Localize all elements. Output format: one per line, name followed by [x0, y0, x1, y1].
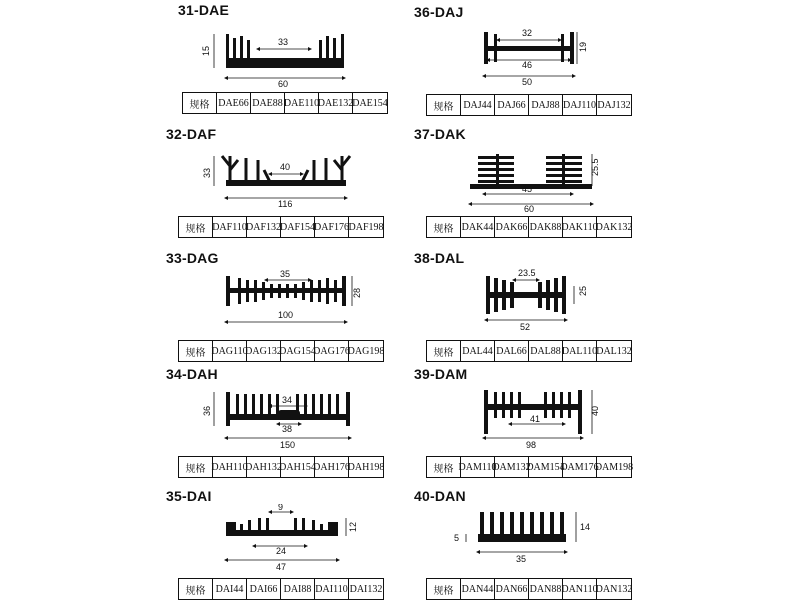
model-cell: DAL132	[596, 345, 632, 357]
panel-title: 33-DAG	[166, 250, 219, 266]
heatsink-profile-daj	[414, 20, 734, 92]
panel-title: 36-DAJ	[414, 4, 464, 20]
spec-label: 规格	[427, 457, 461, 477]
model-cell: DAF198	[348, 221, 384, 233]
spec-table	[182, 92, 388, 114]
dim-label: 150	[280, 440, 296, 450]
dim-label: 45	[522, 184, 533, 194]
model-cell: DAF110	[213, 217, 247, 237]
spec-label: 规格	[179, 579, 213, 599]
dim-label: 116	[278, 199, 293, 209]
dim-label: 24	[276, 546, 287, 556]
model-cell: DAI110	[315, 579, 349, 599]
model-cell: DAL110	[563, 341, 597, 361]
model-cell: DAL88	[529, 341, 563, 361]
model-cell: DAH132	[247, 457, 281, 477]
spec-label: 规格	[179, 217, 213, 237]
model-cell: DAJ110	[563, 95, 597, 115]
spec-label: 规格	[427, 341, 461, 361]
spec-table	[178, 578, 384, 600]
model-cell: DAF132	[247, 217, 281, 237]
spec-label: 规格	[427, 217, 461, 237]
model-cell: DAN132	[595, 583, 633, 595]
dim-label: 60	[524, 204, 535, 214]
dim-label: 98	[526, 440, 537, 450]
dim-label: 50	[522, 77, 533, 87]
model-cell: DAH176	[315, 457, 349, 477]
panel-title: 31-DAE	[178, 2, 229, 18]
panel-title: 34-DAH	[166, 366, 218, 382]
model-cell: DAG176	[315, 341, 349, 361]
heatsink-profile-dak	[414, 142, 734, 214]
panel-title: 40-DAN	[414, 488, 466, 504]
dim-label: 52	[520, 322, 531, 332]
model-cell: DAK132	[595, 221, 633, 233]
panel-dam	[414, 366, 734, 488]
model-cell: DAG110	[213, 341, 247, 361]
dim-label: 15	[201, 45, 211, 56]
dim-label: 33	[278, 37, 289, 47]
model-cell: DAL66	[495, 341, 529, 361]
panel-title: 35-DAI	[166, 488, 212, 504]
spec-label: 规格	[179, 341, 213, 361]
panel-title: 38-DAL	[414, 250, 465, 266]
dim-label: 25	[578, 285, 588, 296]
model-cell: DAL44	[461, 341, 495, 361]
model-cell: DAK66	[495, 217, 529, 237]
dim-label: 100	[278, 310, 294, 320]
dim-label: 35	[280, 269, 291, 279]
dim-label: 32	[522, 28, 533, 38]
model-cell: DAK110	[563, 217, 597, 237]
model-cell: DAF154	[281, 217, 315, 237]
dim-label: 9	[278, 504, 284, 512]
heatsink-profile-dam	[414, 382, 734, 454]
dim-label: 5	[454, 533, 460, 543]
dim-label: 23.5	[518, 268, 536, 278]
spec-table	[426, 94, 632, 116]
heatsink-profile-dal	[414, 266, 734, 338]
model-cell: DAI132	[349, 583, 383, 595]
model-cell: DAM198	[594, 461, 634, 473]
panel-dal	[414, 250, 734, 372]
spec-table	[178, 456, 384, 478]
dim-label: 25.5	[590, 158, 600, 176]
spec-label: 规格	[179, 457, 213, 477]
dim-label: 47	[276, 562, 287, 572]
spec-table	[426, 340, 632, 362]
model-cell: DAM154	[529, 457, 563, 477]
spec-table	[426, 578, 632, 600]
dim-label: 38	[282, 424, 293, 434]
model-cell: DAJ88	[529, 95, 563, 115]
heatsink-profile-dan	[414, 504, 734, 576]
panel-dak	[414, 126, 734, 248]
model-cell: DAM176	[563, 457, 597, 477]
dim-label: 40	[280, 162, 291, 172]
dim-label: 41	[530, 414, 541, 424]
model-cell: DAE66	[217, 93, 251, 113]
spec-label: 规格	[427, 579, 461, 599]
dim-label: 28	[352, 287, 362, 298]
dim-label: 14	[580, 522, 591, 532]
model-cell: DAH110	[213, 457, 247, 477]
model-cell: DAI88	[281, 579, 315, 599]
dim-label: 33	[202, 167, 212, 178]
model-cell: DAN44	[461, 579, 495, 599]
model-cell: DAN88	[529, 579, 563, 599]
model-cell: DAJ44	[461, 95, 495, 115]
model-cell: DAJ66	[495, 95, 529, 115]
model-cell: DAN66	[495, 579, 529, 599]
panel-daj	[414, 4, 734, 126]
dim-label: 36	[202, 405, 212, 416]
dim-label: 12	[348, 521, 358, 532]
panel-title: 39-DAM	[414, 366, 468, 382]
model-cell: DAM110	[461, 457, 495, 477]
panel-title: 32-DAF	[166, 126, 217, 142]
dim-label: 40	[590, 405, 600, 416]
model-cell: DAE132	[319, 93, 353, 113]
model-cell: DAM132	[495, 457, 529, 477]
spec-table	[178, 340, 384, 362]
model-cell: DAE88	[251, 93, 285, 113]
dim-label: 35	[516, 554, 527, 564]
dim-label: 46	[522, 60, 533, 70]
model-cell: DAK44	[461, 217, 495, 237]
model-cell: DAE110	[285, 93, 319, 113]
model-cell: DAG132	[247, 341, 281, 361]
spec-table	[426, 456, 632, 478]
model-cell: DAN110	[563, 579, 597, 599]
dim-label: 19	[578, 41, 588, 52]
dim-label: 60	[278, 79, 289, 89]
model-cell: DAH198	[347, 461, 385, 473]
model-cell: DAK88	[529, 217, 563, 237]
model-cell: DAJ132	[597, 99, 631, 111]
model-cell: DAI44	[213, 579, 247, 599]
spec-table	[178, 216, 384, 238]
model-cell: DAE154	[352, 97, 388, 109]
spec-table	[426, 216, 632, 238]
spec-label: 规格	[183, 93, 217, 113]
spec-label: 规格	[427, 95, 461, 115]
dim-label: 34	[282, 395, 293, 405]
model-cell: DAG154	[281, 341, 315, 361]
model-cell: DAG198	[347, 345, 385, 357]
panel-dan	[414, 488, 734, 610]
panel-title: 37-DAK	[414, 126, 466, 142]
model-cell: DAF176	[315, 217, 349, 237]
model-cell: DAI66	[247, 579, 281, 599]
model-cell: DAH154	[281, 457, 315, 477]
